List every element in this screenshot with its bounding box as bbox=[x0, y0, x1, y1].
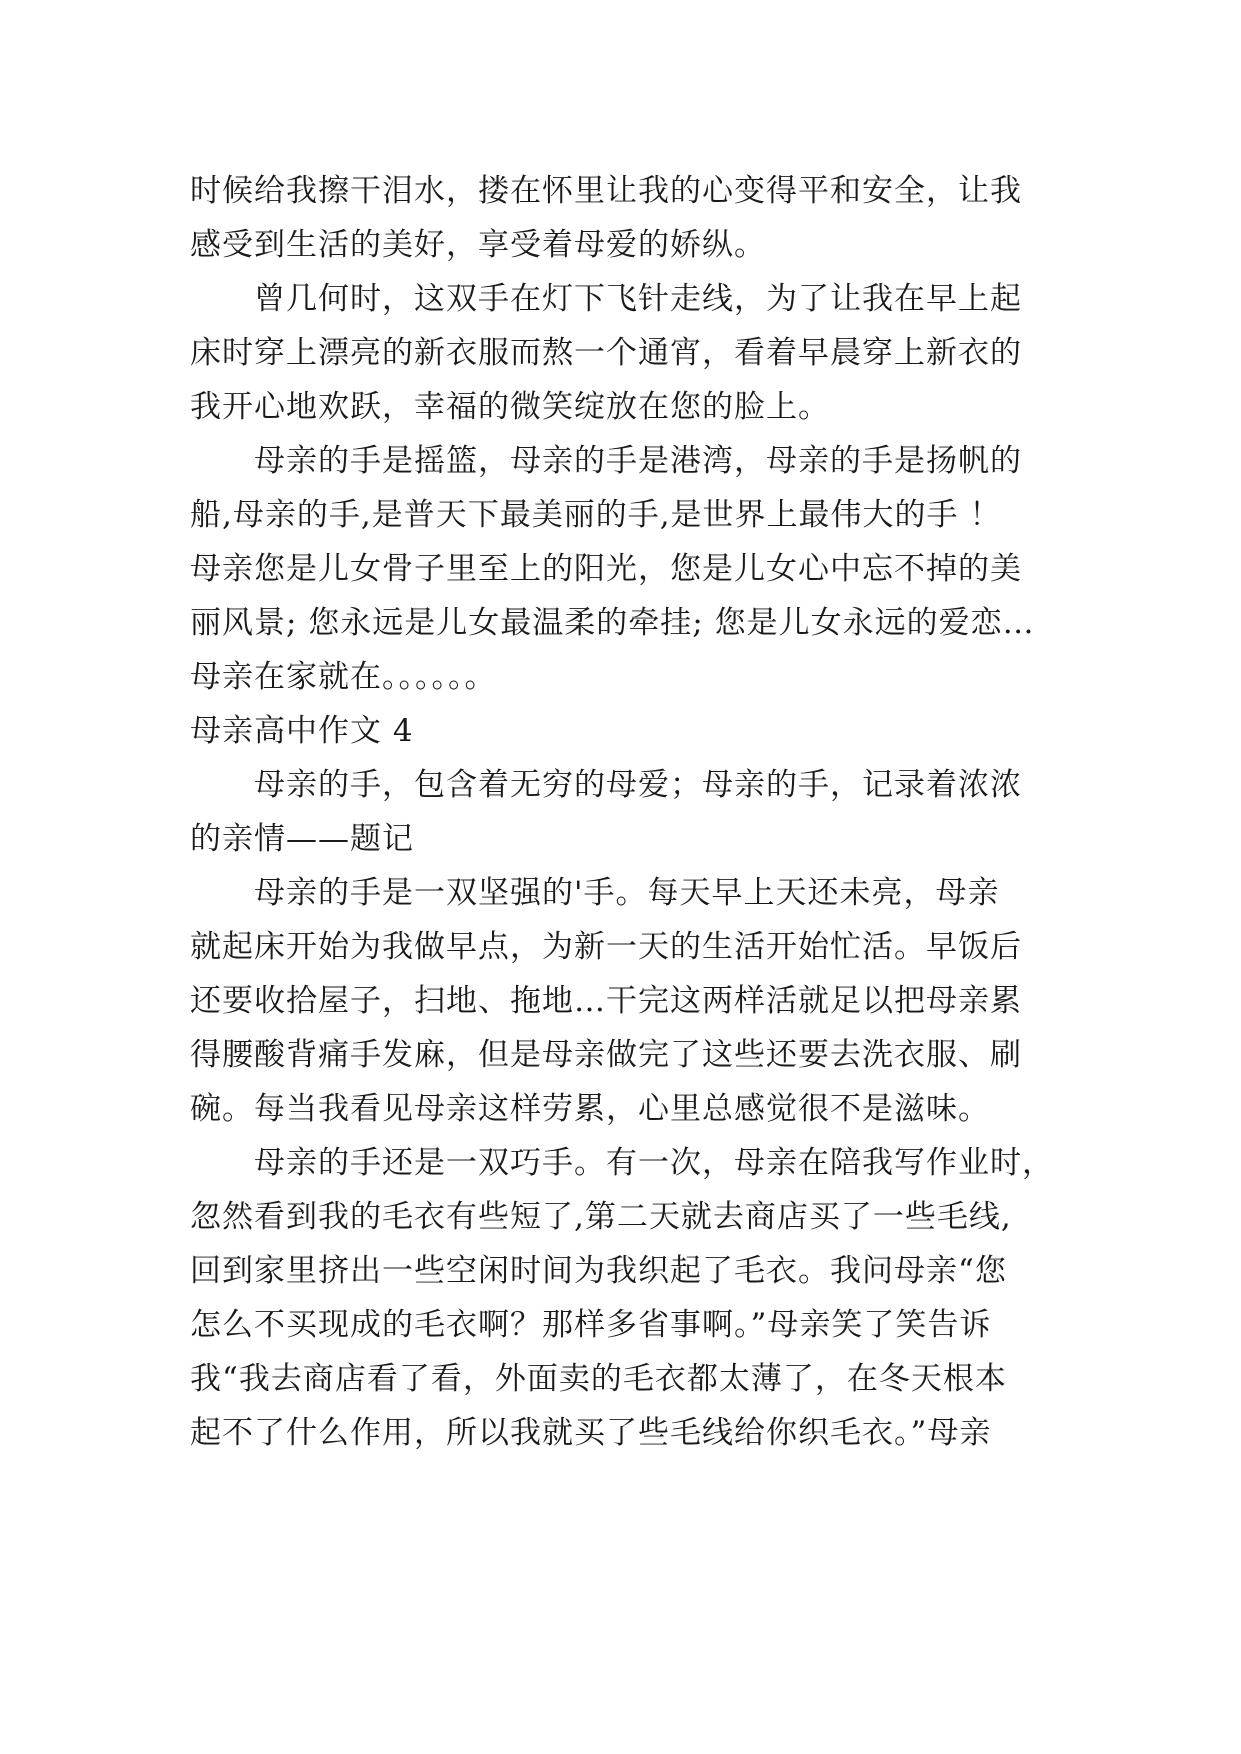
text-line: 母亲的手，包含着无穷的母爱；母亲的手，记录着浓浓 bbox=[254, 767, 1022, 803]
text-line: 我开心地欢跃，幸福的微笑绽放在您的脸上。 bbox=[190, 389, 830, 425]
text-line: 母亲您是儿女骨子里至上的阳光，您是儿女心中忘不掉的美 bbox=[190, 551, 1022, 587]
text-line: 时候给我擦干泪水，搂在怀里让我的心变得平和安全，让我 bbox=[190, 173, 1022, 209]
text-line: 碗。每当我看见母亲这样劳累，心里总感觉很不是滋味。 bbox=[190, 1091, 990, 1127]
text-line: 母亲在家就在。。。。。。 bbox=[190, 659, 497, 695]
text-line: 母亲的手还是一双巧手。有一次，母亲在陪我写作业时， bbox=[254, 1145, 1054, 1181]
section-heading: 母亲高中作文 4 bbox=[190, 713, 414, 749]
essay-body bbox=[190, 164, 1054, 1460]
text-line: 怎么不买现成的毛衣啊？那样多省事啊。”母亲笑了笑告诉 bbox=[190, 1307, 992, 1343]
text-line: 我“我去商店看了看，外面卖的毛衣都太薄了，在冬天根本 bbox=[190, 1361, 1007, 1397]
text-line: 忽然看到我的毛衣有些短了,第二天就去商店买了一些毛线, bbox=[190, 1199, 1012, 1235]
text-line: 丽风景; 您永远是儿女最温柔的牵挂; 您是儿女永远的爱恋… bbox=[190, 605, 1035, 641]
text-line: 得腰酸背痛手发麻，但是母亲做完了这些还要去洗衣服、刷 bbox=[190, 1037, 1022, 1073]
text-line: 还要收拾屋子，扫地、拖地…干完这两样活就足以把母亲累 bbox=[190, 983, 1022, 1019]
text-line: 回到家里挤出一些空闲时间为我织起了毛衣。我问母亲“您 bbox=[190, 1253, 1007, 1289]
text-line: 母亲的手是摇篮，母亲的手是港湾，母亲的手是扬帆的 bbox=[254, 443, 1022, 479]
text-line: 曾几何时，这双手在灯下飞针走线，为了让我在早上起 bbox=[254, 281, 1022, 317]
text-line: 就起床开始为我做早点，为新一天的生活开始忙活。早饭后 bbox=[190, 929, 1022, 965]
text-line: 母亲的手是一双坚强的'手。每天早上天还未亮，母亲 bbox=[254, 875, 1000, 911]
text-line: 起不了什么作用，所以我就买了些毛线给你织毛衣。”母亲 bbox=[190, 1415, 992, 1451]
text-line: 船,母亲的手,是普天下最美丽的手,是世界上最伟大的手 ！ bbox=[190, 497, 1002, 533]
text-line: 的亲情——题记 bbox=[190, 821, 414, 857]
text-line: 床时穿上漂亮的新衣服而熬一个通宵，看着早晨穿上新衣的 bbox=[190, 335, 1022, 371]
text-line: 感受到生活的美好，享受着母爱的娇纵。 bbox=[190, 227, 766, 263]
